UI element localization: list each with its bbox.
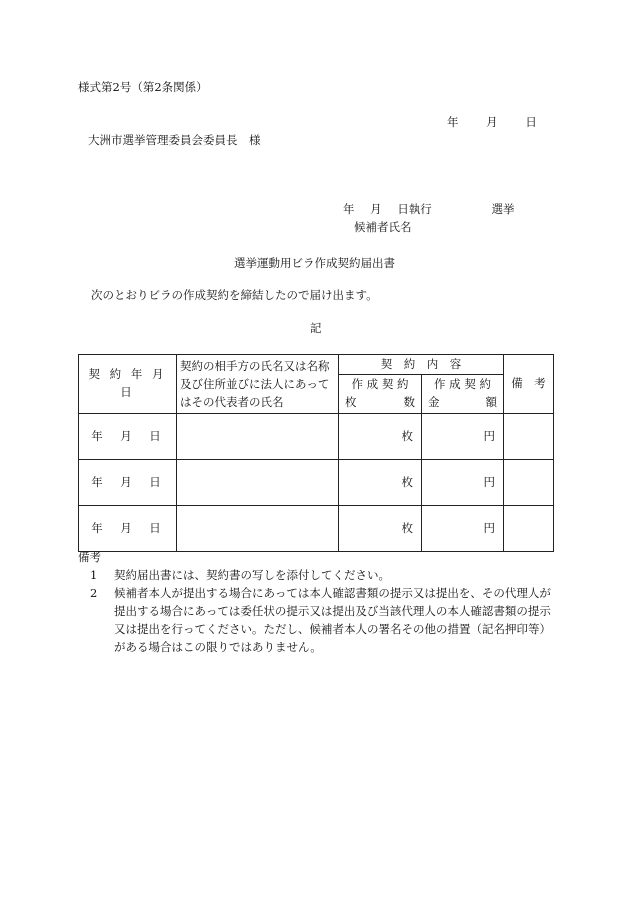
row-count-unit: 枚	[339, 506, 422, 552]
row-party	[177, 414, 339, 460]
row-amount-unit: 円	[422, 460, 504, 506]
row-date: 年 月 日	[79, 506, 177, 552]
header-count-line1: 作 成 契 約	[351, 377, 409, 392]
row-party	[177, 506, 339, 552]
contract-table	[78, 354, 554, 552]
note-item	[78, 566, 558, 584]
election-day: 日執行	[397, 202, 432, 216]
notes-section	[78, 548, 558, 656]
header-count-line2	[339, 394, 421, 412]
table-row	[79, 460, 554, 506]
table-row	[79, 506, 554, 552]
note-text: 契約届出書には、契約書の写しを添付してください。	[114, 568, 390, 582]
header-amount-char1: 金	[428, 394, 440, 409]
submission-date	[447, 117, 537, 129]
row-date: 年 月 日	[79, 414, 177, 460]
header-count-char2: 数	[403, 394, 415, 409]
intro-text: 次のとおりビラの作成契約を締結したので届け出ます。	[91, 288, 378, 302]
document-title: 選挙運動用ビラ作成契約届出書	[234, 256, 395, 270]
header-contract-date: 契 約 年 月 日	[79, 355, 177, 414]
ki-label: 記	[310, 321, 322, 335]
date-year: 年	[447, 115, 459, 129]
note-item	[78, 584, 558, 656]
election-month: 月	[370, 202, 382, 216]
header-contract-content: 契 約 内 容	[339, 355, 504, 375]
header-count	[339, 374, 422, 413]
note-text: 候補者本人が提出する場合にあっては本人確認書類の提示又は提出を、その代理人が提出する場合にあっては委任状の提示又は提出及び当該代理人の本人確認書類の提示又は提出を行ってください。ただし、候補者本人の署名その他の措置（記名押印等）がある場合はこの限りではありません。	[114, 586, 551, 654]
row-date: 年 月 日	[79, 460, 177, 506]
header-remarks: 備 考	[504, 355, 554, 414]
row-amount-unit: 円	[422, 506, 504, 552]
notes-heading: 備考	[78, 550, 101, 564]
header-amount-char2: 額	[485, 394, 497, 409]
row-party	[177, 460, 339, 506]
table-row	[79, 414, 554, 460]
row-remarks	[504, 506, 554, 552]
row-count-unit: 枚	[339, 414, 422, 460]
header-amount-line1: 作 成 契 約	[434, 377, 491, 392]
candidate-name-label: 候補者氏名	[354, 220, 412, 234]
header-amount-line2	[422, 394, 503, 412]
election-name: 選挙	[491, 202, 515, 216]
row-remarks	[504, 460, 554, 506]
addressee: 大洲市選挙管理委員会委員長 様	[88, 133, 261, 147]
form-number: 様式第2号（第2条関係）	[78, 80, 208, 94]
header-count-char1: 枚	[345, 394, 357, 409]
row-amount-unit: 円	[422, 414, 504, 460]
note-number: 1	[90, 568, 98, 582]
note-number: 2	[90, 586, 98, 600]
date-day: 日	[525, 115, 537, 129]
row-count-unit: 枚	[339, 460, 422, 506]
header-amount	[422, 374, 504, 413]
date-month: 月	[486, 115, 498, 129]
election-line	[343, 204, 514, 216]
header-contract-party: 契約の相手方の氏名又は名称及び住所並びに法人にあってはその代表者の氏名	[177, 355, 339, 414]
election-year: 年	[343, 202, 355, 216]
row-remarks	[504, 414, 554, 460]
